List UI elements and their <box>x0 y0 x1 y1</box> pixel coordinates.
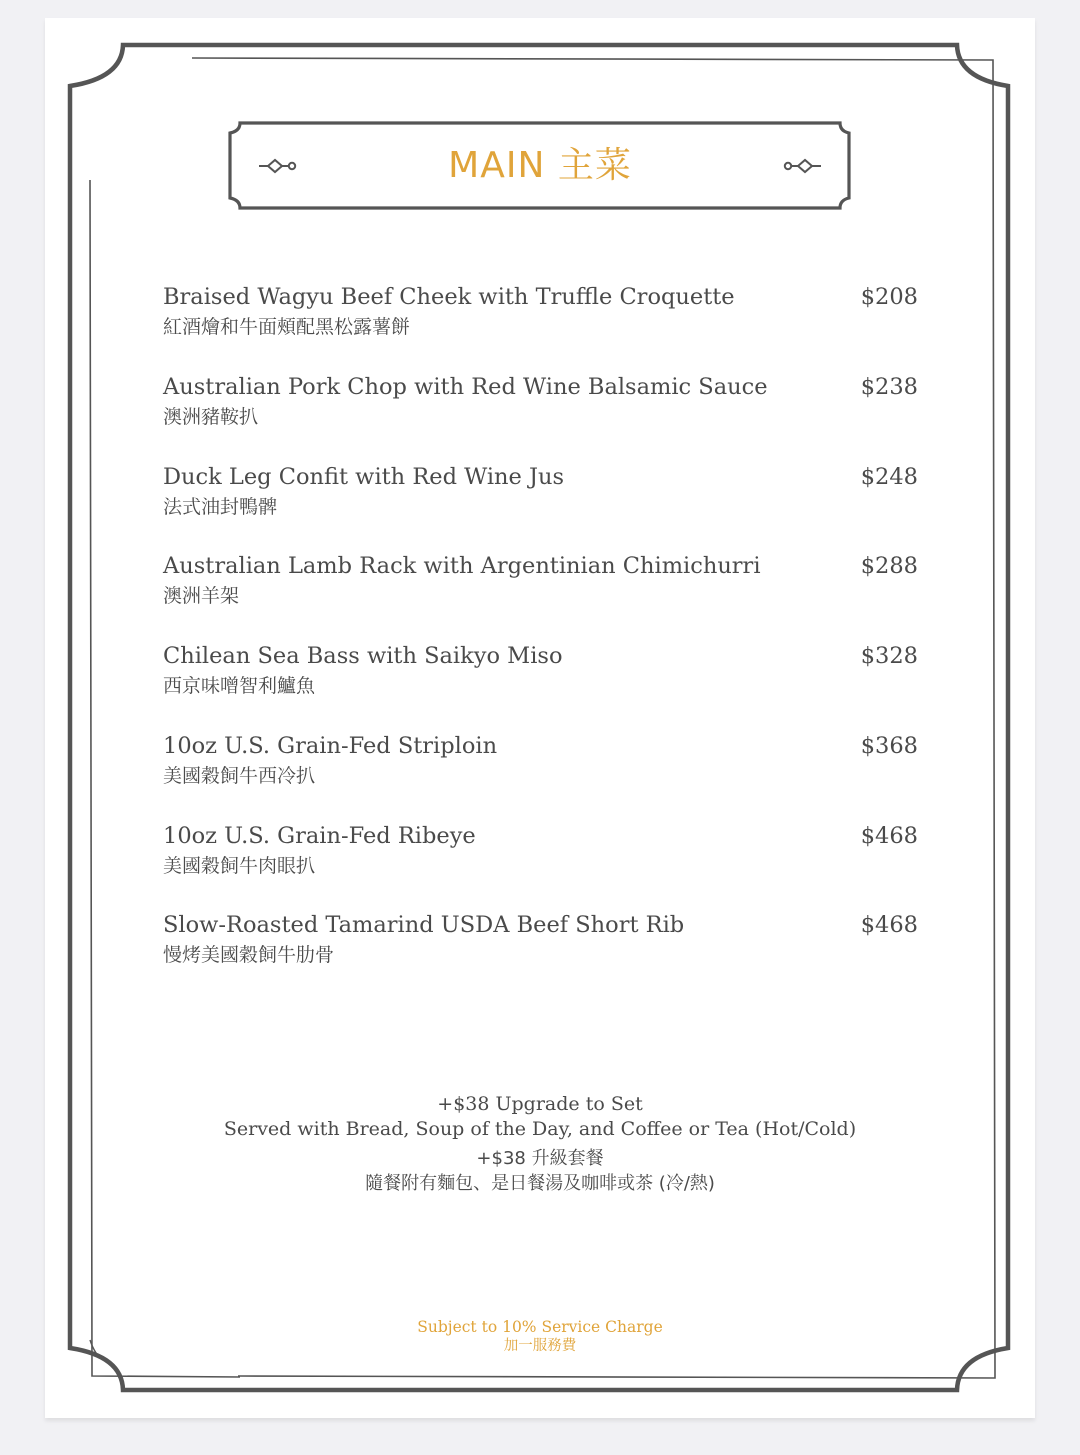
menu-item <box>163 372 918 442</box>
item-name: Duck Leg Confit with Red Wine Jus <box>163 464 565 490</box>
item-name-zh: 澳洲羊架 <box>163 585 240 607</box>
item-price: $468 <box>860 823 918 849</box>
item-name-zh: 法式油封鴨髀 <box>163 496 278 518</box>
menu-item <box>163 641 918 711</box>
item-price: $368 <box>860 733 918 759</box>
item-name: 10oz U.S. Grain-Fed Ribeye <box>163 823 476 849</box>
menu-page <box>45 18 1035 1418</box>
item-price: $468 <box>860 912 918 938</box>
item-name-zh: 紅酒燴和牛面頰配黑松露薯餅 <box>163 316 411 338</box>
set-upgrade-description: Served with Bread, Soup of the Day, and Coffee or Tea (Hot/Cold) <box>223 1118 857 1140</box>
menu-item <box>163 551 918 621</box>
item-price: $248 <box>860 464 918 490</box>
menu-item <box>163 282 918 352</box>
item-name: Braised Wagyu Beef Cheek with Truffle Croquette <box>163 284 735 310</box>
item-name: Australian Lamb Rack with Argentinian Chimichurri <box>163 553 761 579</box>
item-name-zh: 美國穀飼牛西冷扒 <box>163 765 316 787</box>
service-charge-note-zh: 加一服務費 <box>503 1338 577 1354</box>
footer-note <box>340 1318 740 1356</box>
set-upgrade-title-zh: +$38 升級套餐 <box>476 1148 604 1169</box>
menu-item <box>163 910 918 980</box>
item-name: Chilean Sea Bass with Saikyo Miso <box>163 643 563 669</box>
item-name-zh: 西京味噌智利鱸魚 <box>163 675 316 697</box>
item-name-zh: 澳洲豬鞍扒 <box>163 406 259 428</box>
item-price: $238 <box>860 374 918 400</box>
set-upgrade-title: +$38 Upgrade to Set <box>437 1093 643 1115</box>
menu-item <box>163 462 918 532</box>
item-price: $328 <box>860 643 918 669</box>
set-upgrade-description-zh: 隨餐附有麵包、是日餐湯及咖啡或茶 (冷/熱) <box>365 1173 715 1194</box>
item-name: 10oz U.S. Grain-Fed Striploin <box>163 733 498 759</box>
item-name-zh: 美國穀飼牛肉眼扒 <box>163 855 316 877</box>
set-upgrade-section <box>140 1092 940 1196</box>
item-price: $288 <box>860 553 918 579</box>
item-price: $208 <box>860 284 918 310</box>
page-title: MAIN 主菜 <box>448 145 632 186</box>
menu-item <box>163 821 918 891</box>
menu-item <box>163 731 918 801</box>
item-name: Australian Pork Chop with Red Wine Balsamic Sauce <box>163 374 768 400</box>
service-charge-note: Subject to 10% Service Charge <box>417 1318 663 1336</box>
item-name: Slow-Roasted Tamarind USDA Beef Short Rib <box>163 912 685 938</box>
item-name-zh: 慢烤美國穀飼牛肋骨 <box>163 944 335 966</box>
